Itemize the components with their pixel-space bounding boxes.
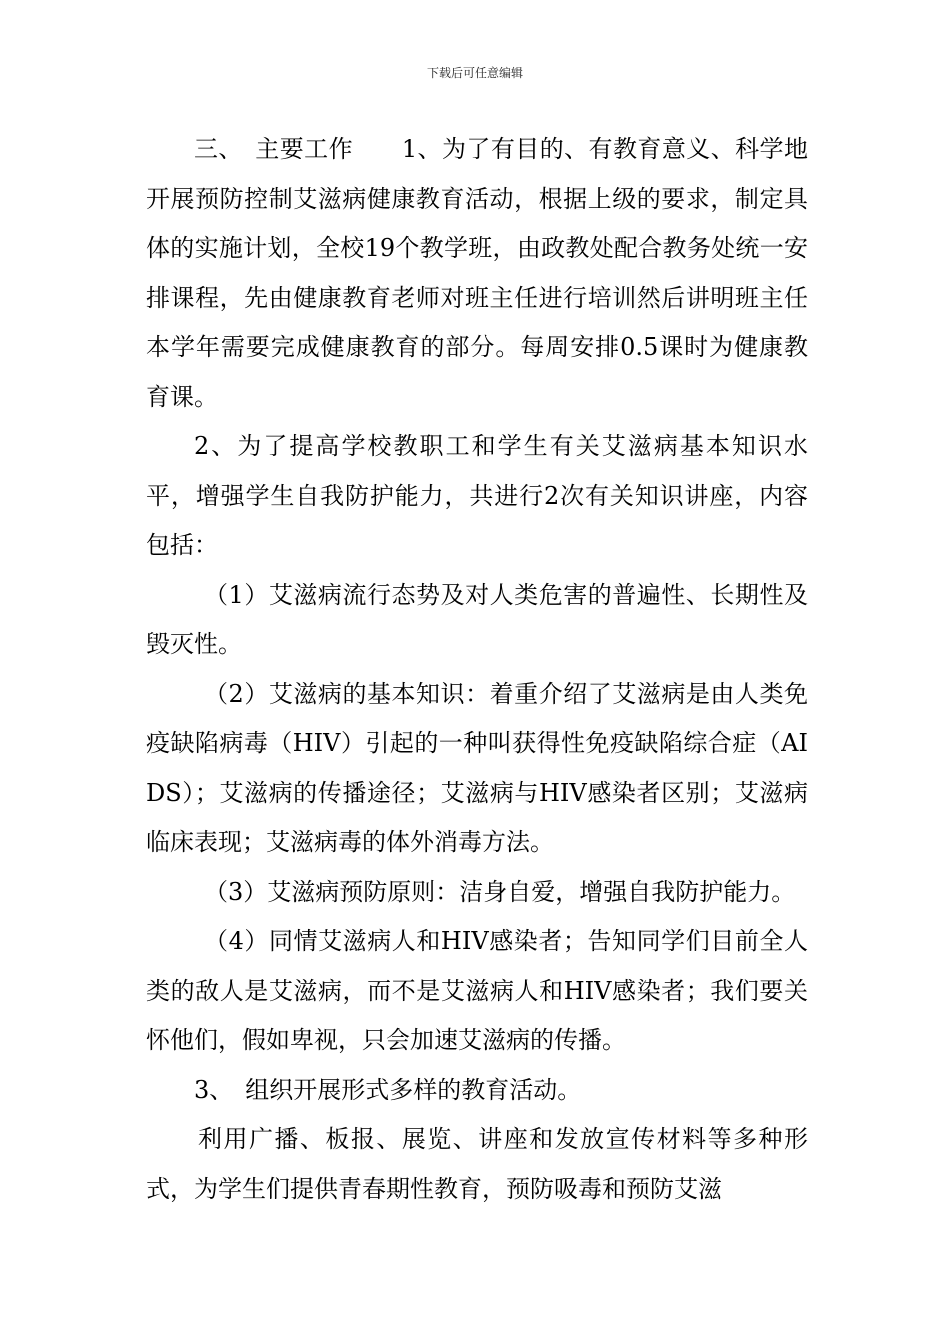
paragraph-main-work: 三、 主要工作 1、为了有目的、有教育意义、科学地开展预防控制艾滋病健康教育活动，根据上级的要求，制定具体的实施计划，全校19个教学班，由政教处配合教务处统一安排课程，先由健康教育老师对班主任进行培训然后讲明班主任本学年需要完成健康教育的部分。每周安排0.5课时为健康教育课。 (146, 135, 808, 411)
paragraph-item-4: （4）同情艾滋病人和HIV感染者；告知同学们目前全人类的敌人是艾滋病，而不是艾滋病人和HIV感染者；我们要关怀他们，假如卑视，只会加速艾滋病的传播。 (146, 927, 808, 1054)
paragraph-activities: 3、 组织开展形式多样的教育活动。 (194, 1075, 582, 1104)
paragraph-forms: 利用广播、板报、展览、讲座和发放宣传材料等多种形式，为学生们提供青春期性教育，预防吸毒和预防艾滋 (146, 1125, 808, 1203)
page-header: 下载后可任意编辑 (426, 66, 523, 80)
paragraph-item-3: （3）艾滋病预防原则：洁身自爱，增强自我防护能力。 (204, 877, 796, 906)
paragraph-item-2: （2）艾滋病的基本知识：着重介绍了艾滋病是由人类免疫缺陷病毒（HIV）引起的一种叫获得性免疫缺陷综合症（AIDS）；艾滋病的传播途径；艾滋病与HIV感染者区别；艾滋病临床表现；艾滋病毒的体外消毒方法。 (146, 679, 808, 856)
paragraph-item-1: （1）艾滋病流行态势及对人类危害的普遍性、长期性及毁灭性。 (146, 580, 808, 658)
paragraph-lectures: 2、为了提高学校教职工和学生有关艾滋病基本知识水平，增强学生自我防护能力，共进行2次有关知识讲座，内容包括： (146, 432, 808, 559)
document-body (146, 125, 808, 1214)
